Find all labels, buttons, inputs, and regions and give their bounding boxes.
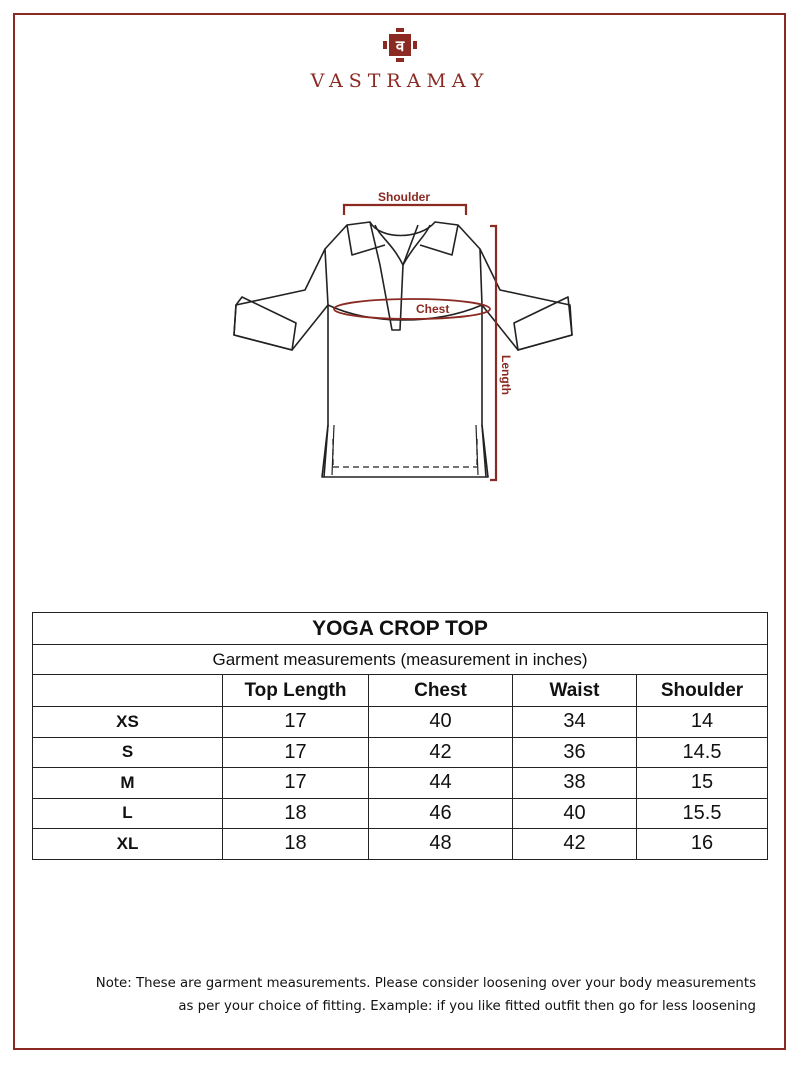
chest-cell: 48 [369, 829, 513, 860]
column-header-waist: Waist [513, 675, 637, 707]
top-length-cell: 17 [223, 737, 369, 768]
size-label: XL [33, 829, 223, 860]
column-header-shoulder: Shoulder [637, 675, 768, 707]
chest-measure-ellipse [334, 299, 490, 319]
logo-glyph: व [395, 37, 405, 55]
waist-cell: 36 [513, 737, 637, 768]
waist-cell: 42 [513, 829, 637, 860]
shoulder-measure-line [344, 205, 466, 215]
waist-cell: 40 [513, 798, 637, 829]
table-row [33, 829, 768, 860]
size-label: M [33, 768, 223, 799]
table-row [33, 798, 768, 829]
top-length-cell: 17 [223, 768, 369, 799]
size-label: L [33, 798, 223, 829]
garment-diagram [220, 185, 590, 495]
chest-cell: 42 [369, 737, 513, 768]
column-header-top-length: Top Length [223, 675, 369, 707]
chest-cell: 44 [369, 768, 513, 799]
diamond-emblem-icon [383, 28, 417, 62]
size-label: XS [33, 707, 223, 738]
size-label: S [33, 737, 223, 768]
table-subtitle: Garment measurements (measurement in inches) [33, 645, 768, 675]
fitting-note [36, 972, 756, 1018]
shoulder-cell: 14.5 [637, 737, 768, 768]
shoulder-cell: 15 [637, 768, 768, 799]
top-length-cell: 18 [223, 829, 369, 860]
table-row [33, 707, 768, 738]
size-chart-table [32, 612, 768, 860]
table-title: YOGA CROP TOP [33, 613, 768, 645]
table-row [33, 737, 768, 768]
length-measure-line [490, 226, 496, 480]
top-length-cell: 17 [223, 707, 369, 738]
note-line-2: as per your choice of fitting. Example: if you like fitted outfit then go for less loosening [178, 999, 756, 1014]
column-header-size [33, 675, 223, 707]
length-label: Length [499, 355, 513, 395]
waist-cell: 34 [513, 707, 637, 738]
waist-cell: 38 [513, 768, 637, 799]
table-row [33, 768, 768, 799]
top-length-cell: 18 [223, 798, 369, 829]
shoulder-cell: 14 [637, 707, 768, 738]
kurta-top-outline-icon [220, 185, 590, 495]
chest-cell: 46 [369, 798, 513, 829]
shoulder-cell: 15.5 [637, 798, 768, 829]
shoulder-label: Shoulder [377, 190, 431, 204]
table-header-row [33, 675, 768, 707]
column-header-chest: Chest [369, 675, 513, 707]
brand-header [0, 28, 800, 92]
shoulder-cell: 16 [637, 829, 768, 860]
page-border [13, 13, 786, 1050]
brand-name: VASTRAMAY [310, 70, 490, 92]
chest-cell: 40 [369, 707, 513, 738]
chest-label: Chest [416, 302, 450, 316]
note-line-1: Note: These are garment measurements. Please consider loosening over your body measurements [95, 976, 756, 991]
